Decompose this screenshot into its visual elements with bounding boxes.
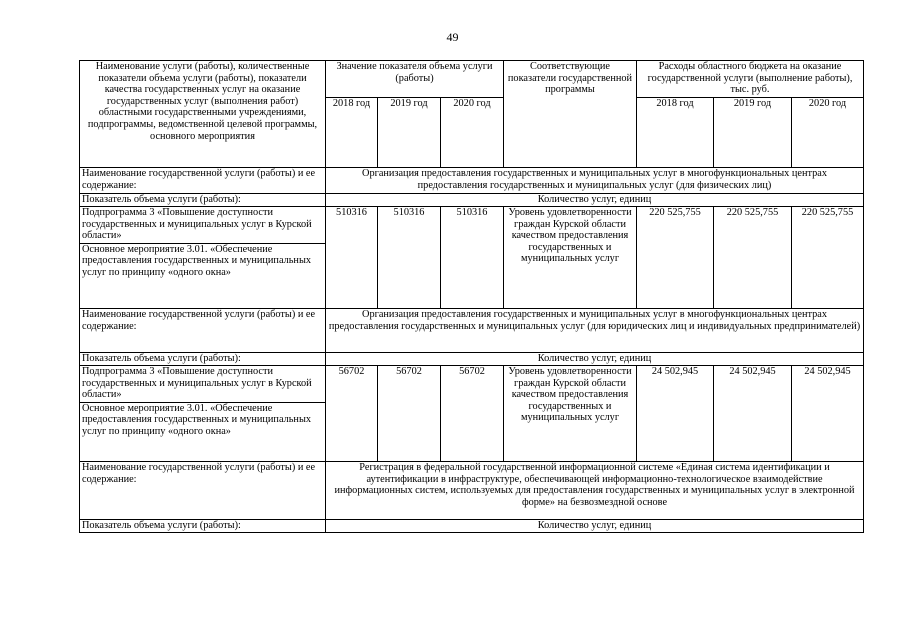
- expense-value: 220 525,755: [714, 207, 792, 309]
- indicator-label: Показатель объема услуги (работы):: [80, 194, 326, 207]
- activity-text: Основное мероприятие 3.01. «Обеспечение предоставления государственных и муниципальных услуг по принципу «одного окна»: [80, 243, 325, 279]
- header-program-indicators-column: Соответствующие показатели государственной программы: [504, 61, 637, 168]
- indicator-value: Количество услуг, единиц: [326, 520, 864, 533]
- indicator-label: Показатель объема услуги (работы):: [80, 520, 326, 533]
- activity-text: Основное мероприятие 3.01. «Обеспечение предоставления государственных и муниципальных услуг по принципу «одного окна»: [80, 402, 325, 438]
- expense-value: 24 502,945: [637, 366, 714, 462]
- indicator-label: Показатель объема услуги (работы):: [80, 353, 326, 366]
- subprogram-text: Подпрограмма 3 «Повышение доступности государственных и муниципальных услуг в Курской области»: [82, 207, 312, 242]
- services-table: [79, 60, 864, 533]
- service-name-label: Наименование государственной услуги (работы) и ее содержание:: [80, 168, 326, 194]
- service-name-label: Наименование государственной услуги (работы) и ее содержание:: [80, 309, 326, 353]
- subprogram-cell: [80, 207, 326, 309]
- volume-value: 56702: [378, 366, 441, 462]
- expense-value: 220 525,755: [792, 207, 864, 309]
- program-indicator: Уровень удовлетворенности граждан Курской области качеством предоставления государственных и муниципальных услуг: [504, 207, 637, 309]
- header-name-column: Наименование услуги (работы), количественные показатели объема услуги (работы), показатели качества государственных услуг на оказание государственных услуг (выполнения работ) областными государственными учреждениями, подпрограммы, ведомственной целевой программы, основного мероприятия: [80, 61, 326, 168]
- header-year: 2019 год: [378, 98, 441, 168]
- expense-value: 24 502,945: [792, 366, 864, 462]
- volume-value: 510316: [441, 207, 504, 309]
- header-year: 2020 год: [441, 98, 504, 168]
- indicator-value: Количество услуг, единиц: [326, 194, 864, 207]
- volume-value: 510316: [378, 207, 441, 309]
- header-year: 2019 год: [714, 98, 792, 168]
- service-name-value: Регистрация в федеральной государственной информационной системе «Единая система идентификации и аутентификации в инфраструктуре, обеспечивающей информационно-технологическое взаимодействие информационных систем, используемых для предоставления государственных и муниципальных услуг в электронной форме» на безвозмездной основе: [326, 462, 864, 520]
- program-indicator: Уровень удовлетворенности граждан Курской области качеством предоставления государственных и муниципальных услуг: [504, 366, 637, 462]
- header-year: 2018 год: [326, 98, 378, 168]
- subprogram-text: Подпрограмма 3 «Повышение доступности государственных и муниципальных услуг в Курской области»: [82, 366, 312, 401]
- header-expenses-column: Расходы областного бюджета на оказание государственной услуги (выполнение работы), тыс. руб.: [637, 61, 864, 98]
- header-year: 2020 год: [792, 98, 864, 168]
- volume-value: 56702: [326, 366, 378, 462]
- expense-value: 220 525,755: [637, 207, 714, 309]
- service-name-value: Организация предоставления государственных и муниципальных услуг в многофункциональных центрах предоставления государственных и муниципальных услуг (для физических лиц): [326, 168, 864, 194]
- page-number: 49: [446, 30, 459, 44]
- service-name-label: Наименование государственной услуги (работы) и ее содержание:: [80, 462, 326, 520]
- header-volume-column: Значение показателя объема услуги (работы): [326, 61, 504, 98]
- volume-value: 510316: [326, 207, 378, 309]
- expense-value: 24 502,945: [714, 366, 792, 462]
- header-year: 2018 год: [637, 98, 714, 168]
- service-name-value: Организация предоставления государственных и муниципальных услуг в многофункциональных центрах предоставления государственных и муниципальных услуг (для юридических лиц и индивидуальных предпринимателей): [326, 309, 864, 353]
- volume-value: 56702: [441, 366, 504, 462]
- subprogram-cell: [80, 366, 326, 462]
- indicator-value: Количество услуг, единиц: [326, 353, 864, 366]
